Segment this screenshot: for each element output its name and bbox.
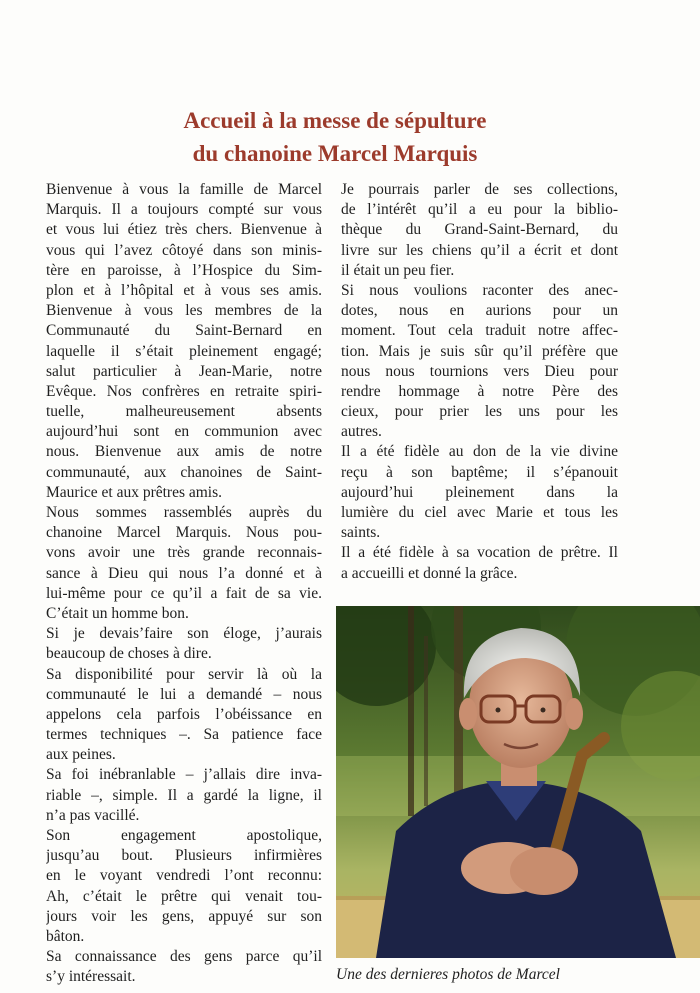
text-line: chanoine Marcel Marquis. Nous pou- <box>46 524 322 542</box>
text-line: Sa connaissance des gens parce qu’il <box>46 948 322 966</box>
text-line: de l’intérêt qu’il a eu pour la biblio- <box>341 201 618 219</box>
text-line: autres. <box>341 423 382 441</box>
text-line: reçu à son baptême; il s’épanouit <box>341 463 618 481</box>
right-column <box>341 180 618 584</box>
text-line: Maurice et aux prêtres amis. <box>46 483 223 501</box>
photo-caption: Une des dernieres photos de Marcel <box>336 966 560 983</box>
text-line: Je pourrais parler de ses collections, <box>341 181 618 198</box>
text-line: laquelle il s’était pleinement engagé; <box>46 342 322 360</box>
text-line: aujourd’hui pleinement dans la <box>341 483 618 501</box>
text-line: communauté, aux chanoines de Saint- <box>46 463 322 481</box>
text-line: thèque du Grand-Saint-Bernard, du <box>341 221 618 239</box>
text-line: Bienvenue à vous les membres de la <box>46 302 322 320</box>
text-line: jours voir les gens, appuyé sur son <box>46 907 322 925</box>
title-line-1: Accueil à la messe de sépulture <box>183 108 487 133</box>
text-line: C’était un homme bon. <box>46 604 189 622</box>
text-line: dotes, nous en aurions pour un <box>341 302 618 320</box>
text-line: vous qui l’avez côtoyé dans son minis- <box>46 241 322 259</box>
text-line: rendre hommage à notre Père des <box>341 382 618 400</box>
text-line: sance à Dieu qui nous l’a donné et à <box>46 564 322 582</box>
text-line: n’a pas vacillé. <box>46 806 140 824</box>
text-line: plon et à l’hôpital et à vous ses amis. <box>46 281 322 299</box>
text-line: Evêque. Nos confrères en retraite spiri- <box>46 382 322 400</box>
text-line: nous. Bienvenue aux amis de notre <box>46 443 322 461</box>
text-line: jusqu’au bout. Plusieurs infirmières <box>46 847 322 865</box>
text-line: termes techniques –. Sa patience face <box>46 726 322 744</box>
text-line: Si nous voulions raconter des anec- <box>341 281 618 299</box>
text-line: Il a été fidèle au don de la vie divine <box>341 443 618 461</box>
text-line: a accueilli et donné la grâce. <box>341 564 518 582</box>
text-line: appelons cela parfois l’obéissance en <box>46 705 322 723</box>
text-line: s’y intéressait. <box>46 968 136 986</box>
text-line: tère en paroisse, à l’Hospice du Sim- <box>46 261 322 279</box>
text-line: aujourd’hui sont en communion avec <box>46 423 322 441</box>
text-line: en le voyant vendredi l’ont reconnu: <box>46 867 322 885</box>
article-title <box>0 104 670 170</box>
text-line: Si je devais’faire son éloge, j’aurais <box>46 625 322 643</box>
title-line-2: du chanoine Marcel Marquis <box>192 141 478 166</box>
text-line: tion. Mais je suis sûr qu’il préfère que <box>341 342 618 360</box>
text-line: lumière du ciel avec Marie et tous les <box>341 504 618 521</box>
text-line: Communauté du Saint-Bernard en <box>46 322 322 340</box>
text-line: salut particulier à Jean-Marie, notre <box>46 362 322 380</box>
portrait-photo <box>336 606 700 958</box>
text-line: cieux, pour prier les uns pour les <box>341 403 618 421</box>
text-line: livre sur les chiens qu’il a écrit et dont <box>341 241 618 259</box>
text-line: bâton. <box>46 927 85 945</box>
text-line: communauté le lui a demandé – nous <box>46 685 322 703</box>
text-line: Bienvenue à vous la famille de Marcel <box>46 181 322 198</box>
text-line: Nous sommes rassemblés auprès du <box>46 504 322 521</box>
text-line: lui-même pour ce qu’il a fait de sa vie. <box>46 584 322 602</box>
text-line: Son engagement apostolique, <box>46 827 322 844</box>
text-line: Sa disponibilité pour servir là où la <box>46 665 322 683</box>
text-line: Il a été fidèle à sa vocation de prêtre. Il <box>341 544 618 562</box>
text-line: riable –, simple. Il a gardé la ligne, il <box>46 786 322 804</box>
text-line: et vous lui étiez très chers. Bienvenue à <box>46 221 322 239</box>
text-line: il était un peu fier. <box>341 261 455 279</box>
text-line: vons avoir une très grande reconnais- <box>46 544 322 562</box>
text-line: nous nous tournions vers Dieu pour <box>341 362 618 380</box>
text-line: moment. Tout cela traduit notre affec- <box>341 322 618 340</box>
text-line: Sa foi inébranlable – j’allais dire inva- <box>46 766 322 784</box>
text-line: saints. <box>341 524 381 542</box>
left-column <box>46 180 322 988</box>
text-line: Ah, c’était le prêtre qui venait tou- <box>46 887 322 905</box>
text-line: tuelle, malheureusement absents <box>46 403 322 421</box>
text-line: aux peines. <box>46 746 116 764</box>
text-line: Marquis. Il a toujours compté sur vous <box>46 201 322 219</box>
text-line: beaucoup de choses à dire. <box>46 645 212 663</box>
